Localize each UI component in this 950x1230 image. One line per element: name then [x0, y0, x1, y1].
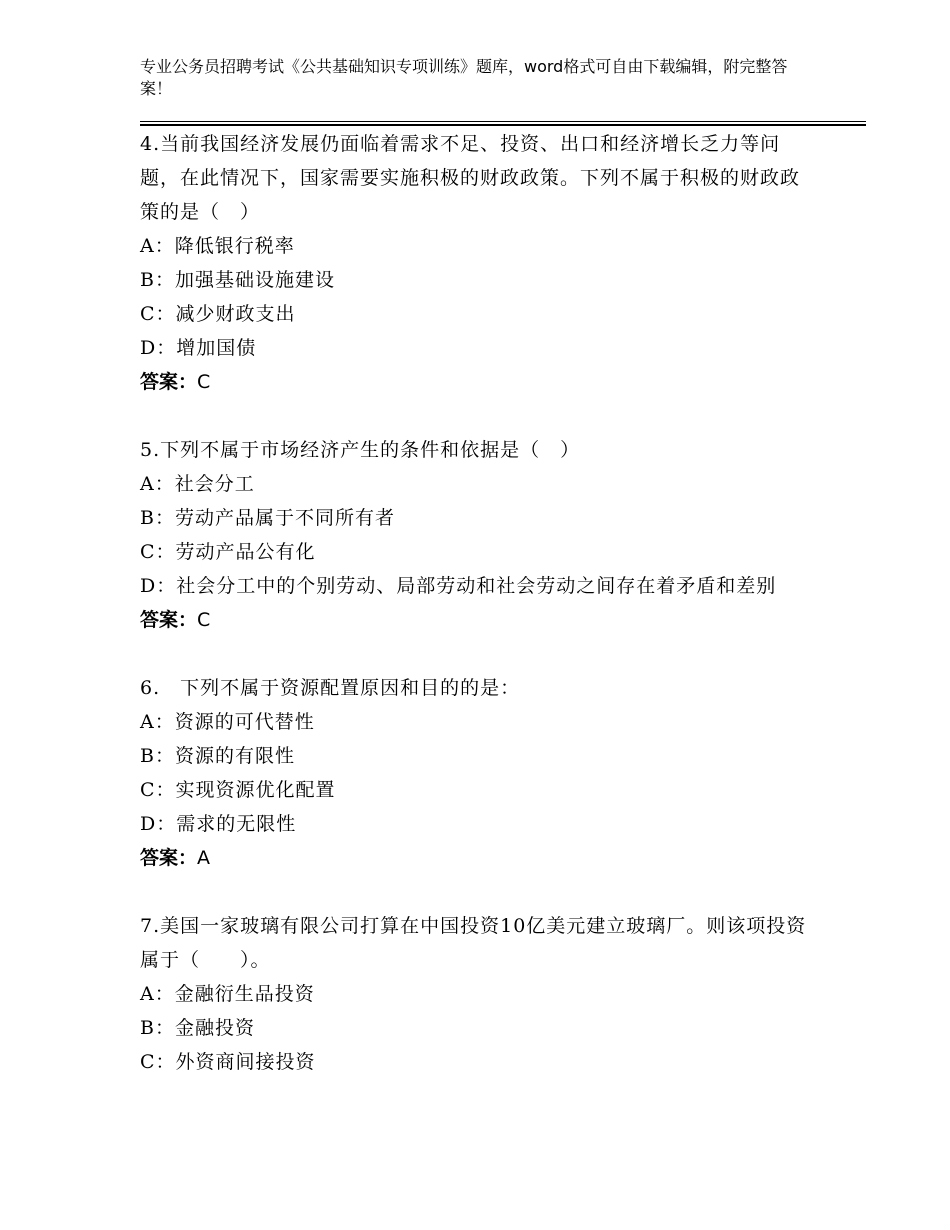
option-a: A：资源的可代替性	[140, 711, 315, 733]
option-a: A：金融衍生品投资	[140, 983, 315, 1005]
question-6	[140, 671, 810, 875]
question-5	[140, 433, 810, 637]
option-b: B：加强基础设施建设	[140, 269, 335, 291]
answer-label: 答案：	[140, 609, 198, 631]
option-c: C：劳动产品公有化	[140, 541, 316, 563]
option-c: C：外资商间接投资	[140, 1051, 316, 1073]
answer-label: 答案：	[140, 847, 198, 869]
option-c: C：实现资源优化配置	[140, 779, 336, 801]
option-b: B：资源的有限性	[140, 745, 295, 767]
question-list	[140, 127, 810, 1113]
answer-line	[140, 841, 810, 875]
option-a: A：社会分工	[140, 473, 255, 495]
option-d: D：需求的无限性	[140, 813, 297, 835]
question-7	[140, 909, 810, 1079]
question-stem: 4.当前我国经济发展仍面临着需求不足、投资、出口和经济增长乏力等问题，在此情况下，国家需要实施积极的财政政策。下列不属于积极的财政政策的是（ ）	[140, 133, 801, 223]
option-d: D：社会分工中的个别劳动、局部劳动和社会劳动之间存在着矛盾和差别	[140, 575, 777, 597]
option-b: B：劳动产品属于不同所有者	[140, 507, 395, 529]
question-stem: 7.美国一家玻璃有限公司打算在中国投资10亿美元建立玻璃厂。则该项投资属于（ ）。	[140, 915, 807, 971]
answer-label: 答案：	[140, 371, 198, 393]
answer-line	[140, 365, 810, 399]
question-stem: 5.下列不属于市场经济产生的条件和依据是（ ）	[140, 439, 581, 461]
page-header: 专业公务员招聘考试《公共基础知识专项训练》题库，word格式可自由下载编辑，附完整答案！	[140, 57, 788, 98]
header-divider	[140, 121, 866, 126]
answer-value: C	[197, 371, 211, 393]
answer-value: C	[197, 609, 211, 631]
option-d: D：增加国债	[140, 337, 257, 359]
answer-line	[140, 603, 810, 637]
question-4	[140, 127, 810, 399]
option-c: C：减少财政支出	[140, 303, 296, 325]
answer-value: A	[197, 847, 211, 869]
option-a: A：降低银行税率	[140, 235, 295, 257]
question-stem: 6. 下列不属于资源配置原因和目的的是：	[140, 677, 521, 699]
option-b: B：金融投资	[140, 1017, 255, 1039]
